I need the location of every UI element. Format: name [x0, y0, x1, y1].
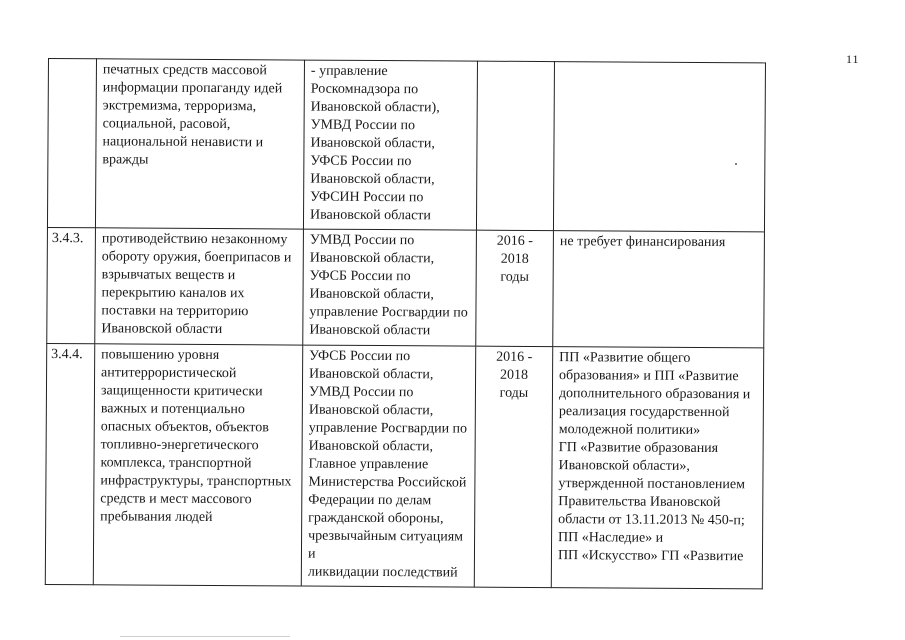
measures-table	[45, 58, 766, 589]
row-number: 3.4.3.	[47, 227, 96, 343]
executors-cell: УФСБ России по Ивановской области, УМВД России по Ивановской области, управление Росгвардии по Ивановской области, Главное управление Министерства Российской Федерации по делам гражданской обороны, чрезвычайным ситуациям и ликвидации последствий	[301, 345, 475, 587]
scan-speck	[735, 163, 737, 165]
period-cell	[476, 61, 554, 230]
financing-cell	[553, 62, 765, 232]
table-row	[47, 59, 765, 232]
financing-cell: ПП «Развитие общего образования» и ПП «Развитие дополнительного образования и реализация государственной молодежной политики» ГП «Развитие образования Ивановской области», утвержденной постановлением Правительства Ивановской области от 13.11.2013 № 450-п; ПП «Наследие» и ПП «Искусство» ГП «Развитие	[551, 347, 763, 589]
table-row	[47, 227, 765, 347]
page-number: 11	[846, 52, 860, 66]
table-row	[45, 343, 763, 588]
scan-edge-line	[120, 636, 290, 637]
row-number	[47, 59, 96, 228]
measure-text: повышению уровня антитеррористической защищенности критически важных и потенциально опасных объектов, объектов топливно-энергетического комплекса, транспортной инфраструктуры, транспортных средств и мест массового пребывания людей	[93, 344, 302, 586]
executors-cell: УМВД России по Ивановской области, УФСБ России по Ивановской области, управление Росгвардии по Ивановской области	[303, 229, 477, 346]
period-cell: 2016 - 2018 годы	[474, 346, 552, 587]
financing-cell: не требует финансирования	[553, 231, 765, 348]
executors-cell: - управление Роскомнадзора по Ивановской области), УМВД России по Ивановской области, УФСБ России по Ивановской области, УФСИН России по Ивановской области	[303, 60, 477, 230]
period-cell: 2016 - 2018 годы	[476, 230, 554, 346]
measure-text: противодействию незаконному обороту оружия, боеприпасов и взрывчатых веществ и перекрытию каналов их поставки на территорию Ивановской области	[95, 228, 304, 345]
row-number: 3.4.4.	[45, 343, 94, 584]
measure-text: печатных средств массовой информации пропаганду идей экстремизма, терроризма, социальной, расовой, национальной ненависти и вражды	[95, 59, 304, 229]
